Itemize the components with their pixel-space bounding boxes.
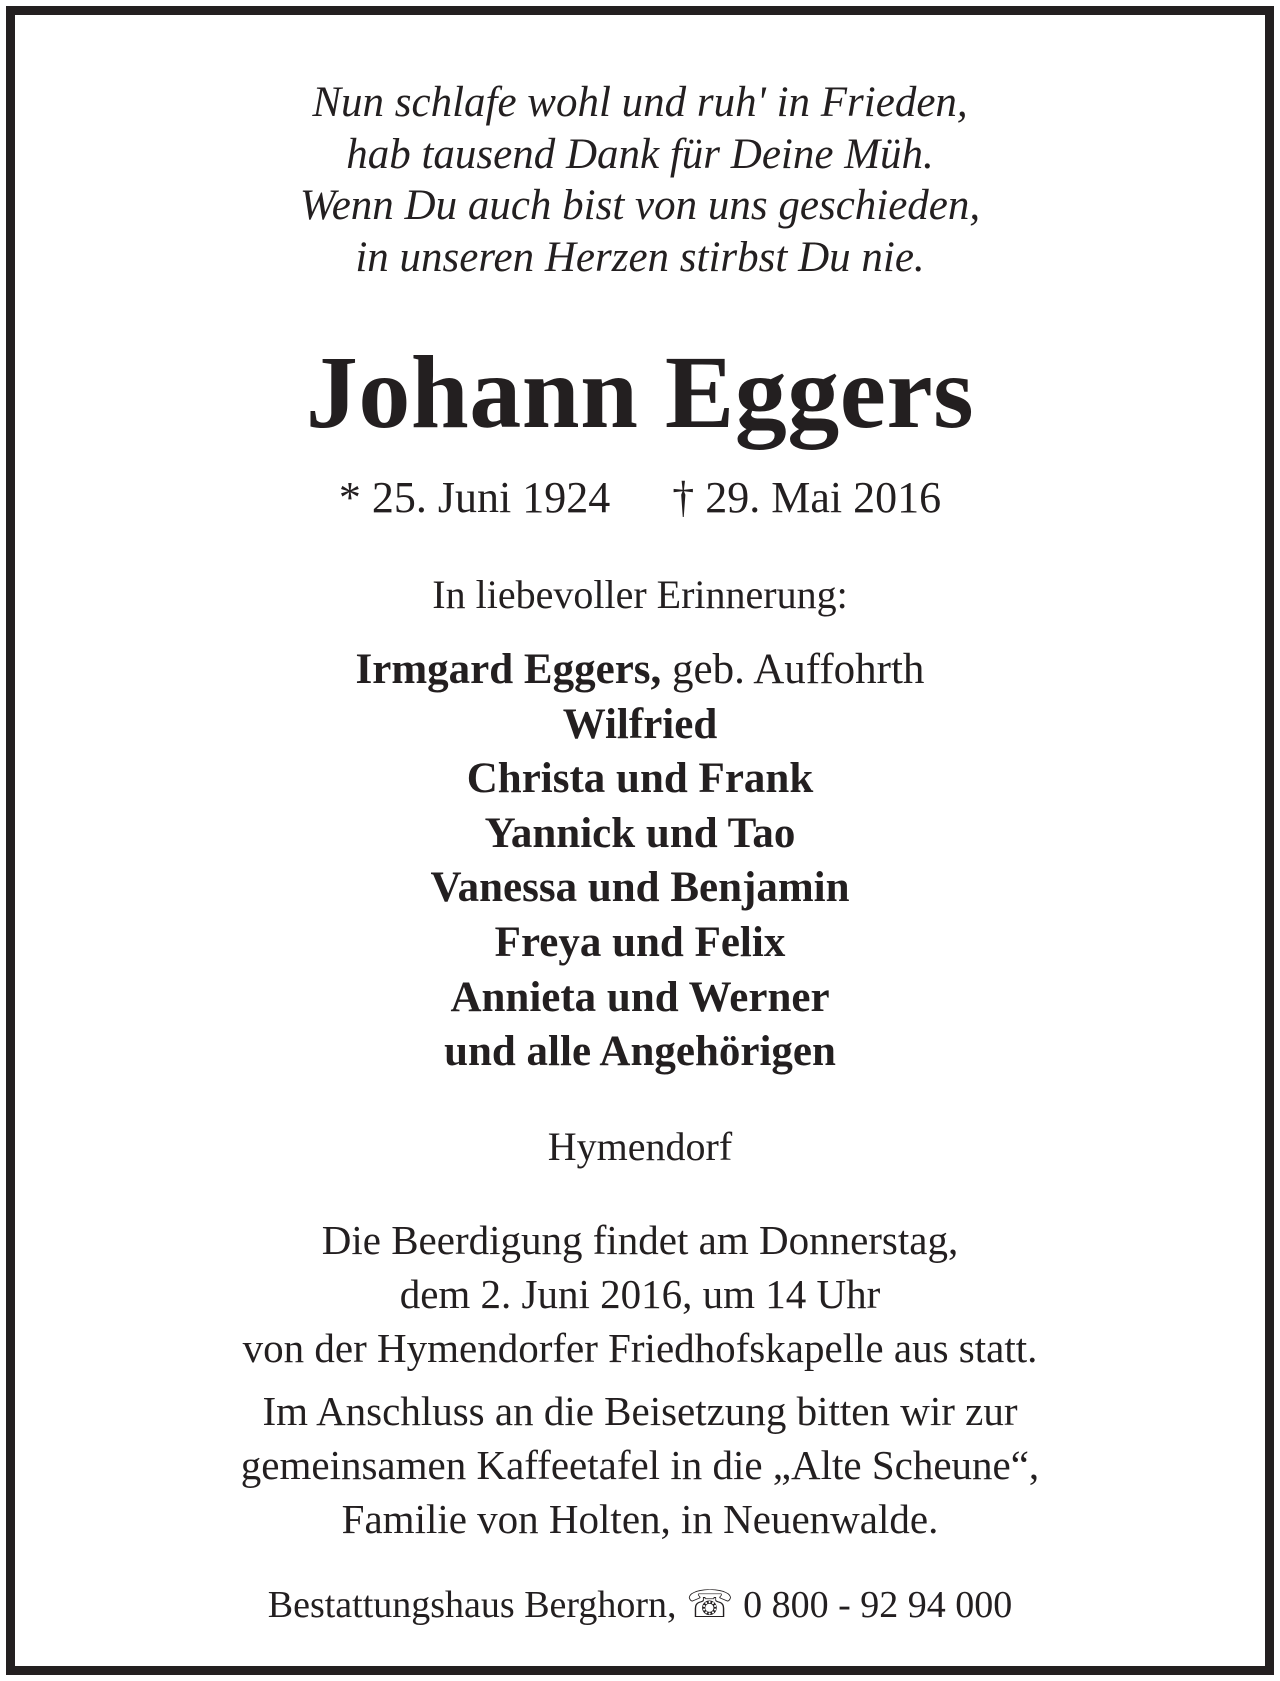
mourner-line: Yannick und Tao [484, 809, 796, 857]
life-dates [15, 470, 1265, 526]
funeral-details [15, 1213, 1265, 1375]
mourner-line: Freya und Felix [494, 918, 786, 966]
mourner-line [15, 643, 1265, 698]
birth-date: * 25. Juni 1924 [338, 473, 611, 522]
reception-line: Im Anschluss an die Beisetzung bitten wir zur [262, 1388, 1018, 1434]
deceased-name: Johann Eggers [305, 335, 975, 450]
funeral-line: dem 2. Juni 2016, um 14 Uhr [399, 1271, 881, 1317]
reception-details [15, 1384, 1265, 1546]
mourner-primary-name: Irmgard Eggers, [355, 646, 662, 693]
reception-line: gemeinsamen Kaffeetafel in die „Alte Scheune“, [240, 1442, 1040, 1488]
mourner-maiden-name: geb. Auffohrth [661, 646, 925, 693]
mourner-line: und alle Angehörigen [444, 1028, 836, 1076]
mourner-line: Wilfried [562, 700, 718, 748]
poem-line: hab tausend Dank für Deine Müh. [346, 130, 934, 178]
poem-line: in unseren Herzen stirbst Du nie. [355, 233, 925, 281]
poem [15, 77, 1265, 283]
mourner-line: Annieta und Werner [450, 973, 830, 1021]
mourner-line: Christa und Frank [466, 755, 814, 803]
death-date: † 29. Mai 2016 [672, 473, 942, 522]
funeral-line: von der Hymendorfer Friedhofskapelle aus statt. [242, 1325, 1038, 1371]
mourners-list [15, 643, 1265, 1080]
reception-line: Familie von Holten, in Neuenwalde. [341, 1496, 939, 1542]
place-name: Hymendorf [547, 1124, 733, 1169]
remembrance-intro: In liebevoller Erinnerung: [432, 572, 848, 617]
funeral-home-name: Bestattungshaus Berghorn, [267, 1584, 687, 1626]
telephone-icon: ☏ [686, 1584, 734, 1626]
poem-line: Nun schlafe wohl und ruh' in Frieden, [312, 79, 968, 126]
funeral-line: Die Beerdigung findet am Donnerstag, [321, 1217, 959, 1263]
obituary-notice [6, 6, 1274, 1675]
funeral-home [15, 1580, 1265, 1630]
poem-line: Wenn Du auch bist von uns geschieden, [299, 182, 981, 229]
mourner-line: Vanessa und Benjamin [430, 864, 850, 912]
funeral-home-phone: 0 800 - 92 94 000 [733, 1584, 1013, 1626]
